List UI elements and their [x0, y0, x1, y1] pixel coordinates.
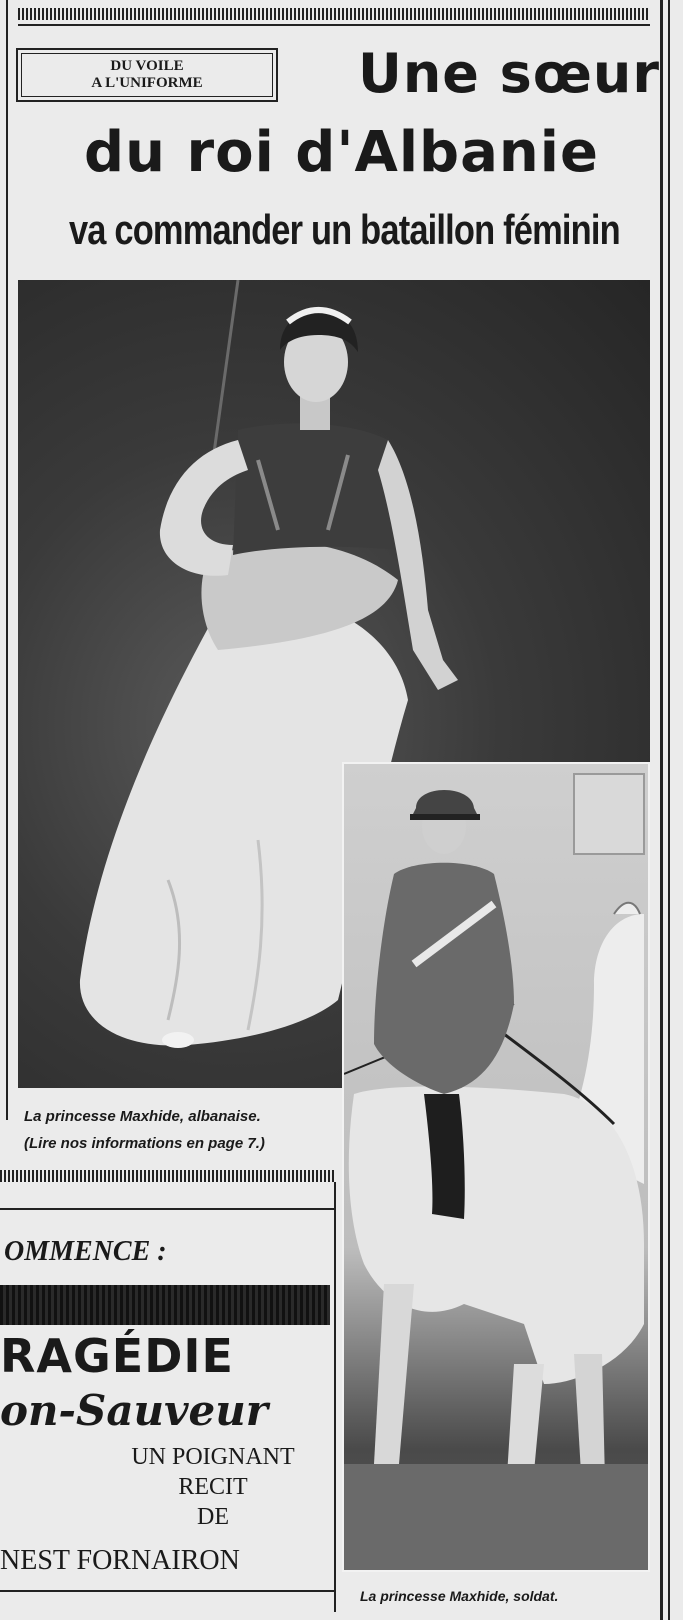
kicker-box [16, 48, 278, 102]
serial-recit-line-2: RECIT [178, 1474, 248, 1500]
caption-main-note: (Lire nos informations en page 7.) [24, 1135, 265, 1152]
right-column-rule-outer [668, 0, 670, 1620]
caption-soldier: La princesse Maxhide, soldat. [360, 1588, 559, 1604]
serial-author: NEST FORNAIRON [0, 1545, 240, 1576]
top-rule [18, 24, 650, 26]
serial-recit-line-3: DE [197, 1504, 229, 1530]
serial-title-line-2: on-Sauveur [0, 1386, 268, 1435]
caption-main: La princesse Maxhide, albanaise. [24, 1108, 261, 1125]
top-hatched-border [18, 8, 650, 20]
serial-intro: OMMENCE : [4, 1236, 167, 1267]
kicker-line-1: DU VOILE [110, 58, 184, 74]
serial-banner [0, 1285, 330, 1325]
serial-bottom-rule [0, 1590, 336, 1592]
serial-recit-line-1: UN POIGNANT [131, 1444, 295, 1470]
subheadline: va commander un bataillon féminin [68, 206, 620, 253]
headline-line-1: Une sœur [357, 42, 660, 105]
kicker-line-2: A L'UNIFORME [91, 75, 203, 91]
headline-line-2: du roi d'Albanie [84, 120, 599, 185]
soldier-figure-illustration [344, 764, 650, 1572]
princess-soldier-on-horse-photo [342, 762, 650, 1572]
serial-hatched-border [0, 1170, 336, 1182]
serial-title-line-1: RAGÉDIE [0, 1329, 234, 1383]
right-column-rule [660, 0, 663, 1620]
